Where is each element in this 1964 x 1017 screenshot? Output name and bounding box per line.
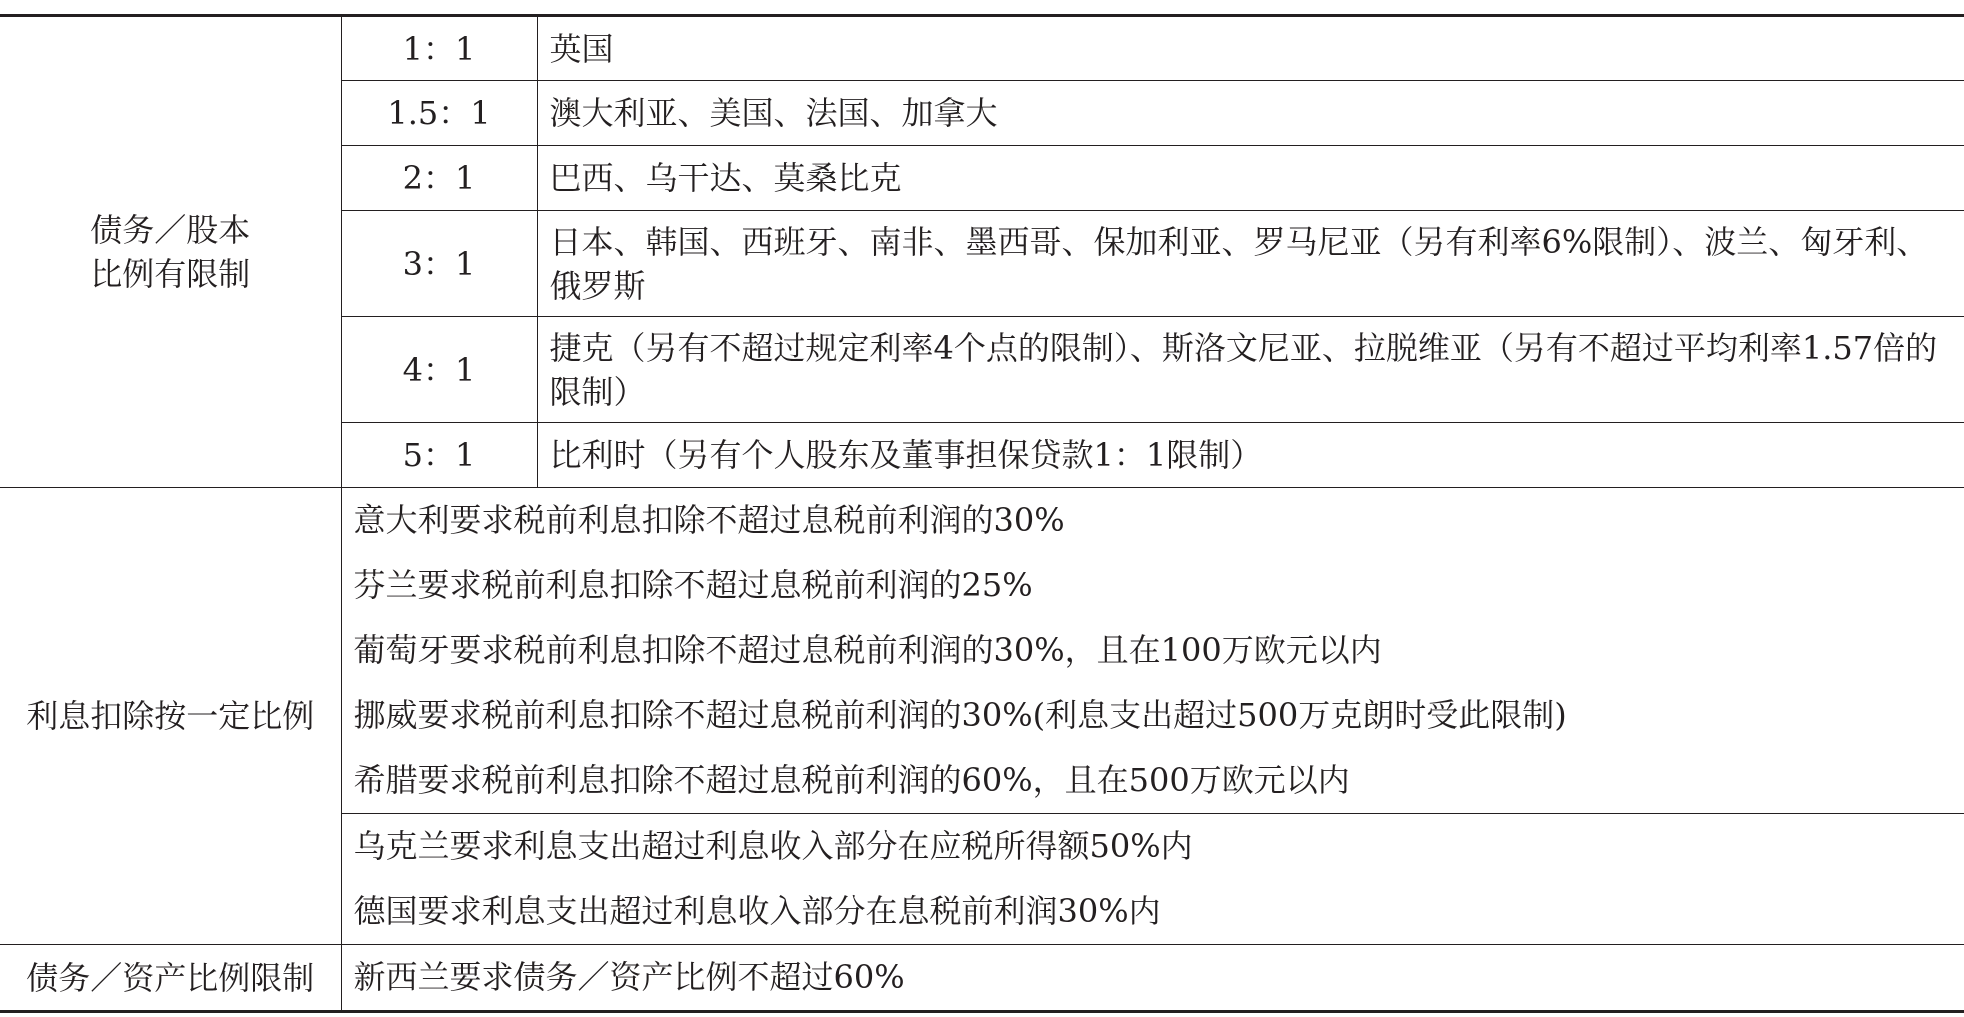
ratio-cell: 1：1 xyxy=(341,16,537,81)
debt-asset-category-cell: 债务／资产比例限制 xyxy=(0,945,341,1012)
ratio-cell: 5：1 xyxy=(341,423,537,488)
countries-cell: 捷克（另有不超过规定利率4个点的限制）、斯洛文尼亚、拉脱维亚（另有不超过平均利率1.57倍的限制） xyxy=(537,317,1964,423)
debt-equity-category-cell xyxy=(0,16,341,488)
debt-asset-rule-cell xyxy=(341,945,1964,1012)
debt-equity-category-line-2: 比例有限制 xyxy=(90,255,251,293)
rule-line: 挪威要求税前利息扣除不超过息税前利润的30%(利息支出超过500万克朗时受此限制) xyxy=(353,696,1567,734)
rule-line: 希腊要求税前利息扣除不超过息税前利润的60%，且在500万欧元以内 xyxy=(353,761,1350,799)
table-row xyxy=(0,945,1964,1012)
countries-cell: 澳大利亚、美国、法国、加拿大 xyxy=(537,81,1964,146)
tax-rules-table xyxy=(0,14,1964,1013)
rule-line: 芬兰要求税前利息扣除不超过息税前利润的25% xyxy=(353,566,1033,604)
ratio-cell: 3：1 xyxy=(341,211,537,317)
countries-cell: 巴西、乌干达、莫桑比克 xyxy=(537,146,1964,211)
countries-cell: 日本、韩国、西班牙、南非、墨西哥、保加利亚、罗马尼亚（另有利率6%限制）、波兰、匈牙利、俄罗斯 xyxy=(537,211,1964,317)
ratio-cell: 2：1 xyxy=(341,146,537,211)
table-row xyxy=(0,16,1964,81)
interest-rule-group-a xyxy=(341,488,1964,814)
table-row xyxy=(0,488,1964,814)
interest-rule-group-b xyxy=(341,814,1964,945)
rule-line: 新西兰要求债务／资产比例不超过60% xyxy=(353,958,905,996)
countries-cell: 比利时（另有个人股东及董事担保贷款1：1限制） xyxy=(537,423,1964,488)
ratio-cell: 4：1 xyxy=(341,317,537,423)
rule-line: 德国要求利息支出超过利息收入部分在息税前利润30%内 xyxy=(353,892,1161,930)
rule-line: 葡萄牙要求税前利息扣除不超过息税前利润的30%，且在100万欧元以内 xyxy=(353,631,1382,669)
ratio-cell: 1.5：1 xyxy=(341,81,537,146)
rule-line: 意大利要求税前利息扣除不超过息税前利润的30% xyxy=(353,501,1065,539)
interest-deduction-category-cell: 利息扣除按一定比例 xyxy=(0,488,341,945)
rule-line: 乌克兰要求利息支出超过利息收入部分在应税所得额50%内 xyxy=(353,827,1193,865)
countries-cell: 英国 xyxy=(537,16,1964,81)
debt-equity-category-line-1: 债务／股本 xyxy=(90,211,251,249)
